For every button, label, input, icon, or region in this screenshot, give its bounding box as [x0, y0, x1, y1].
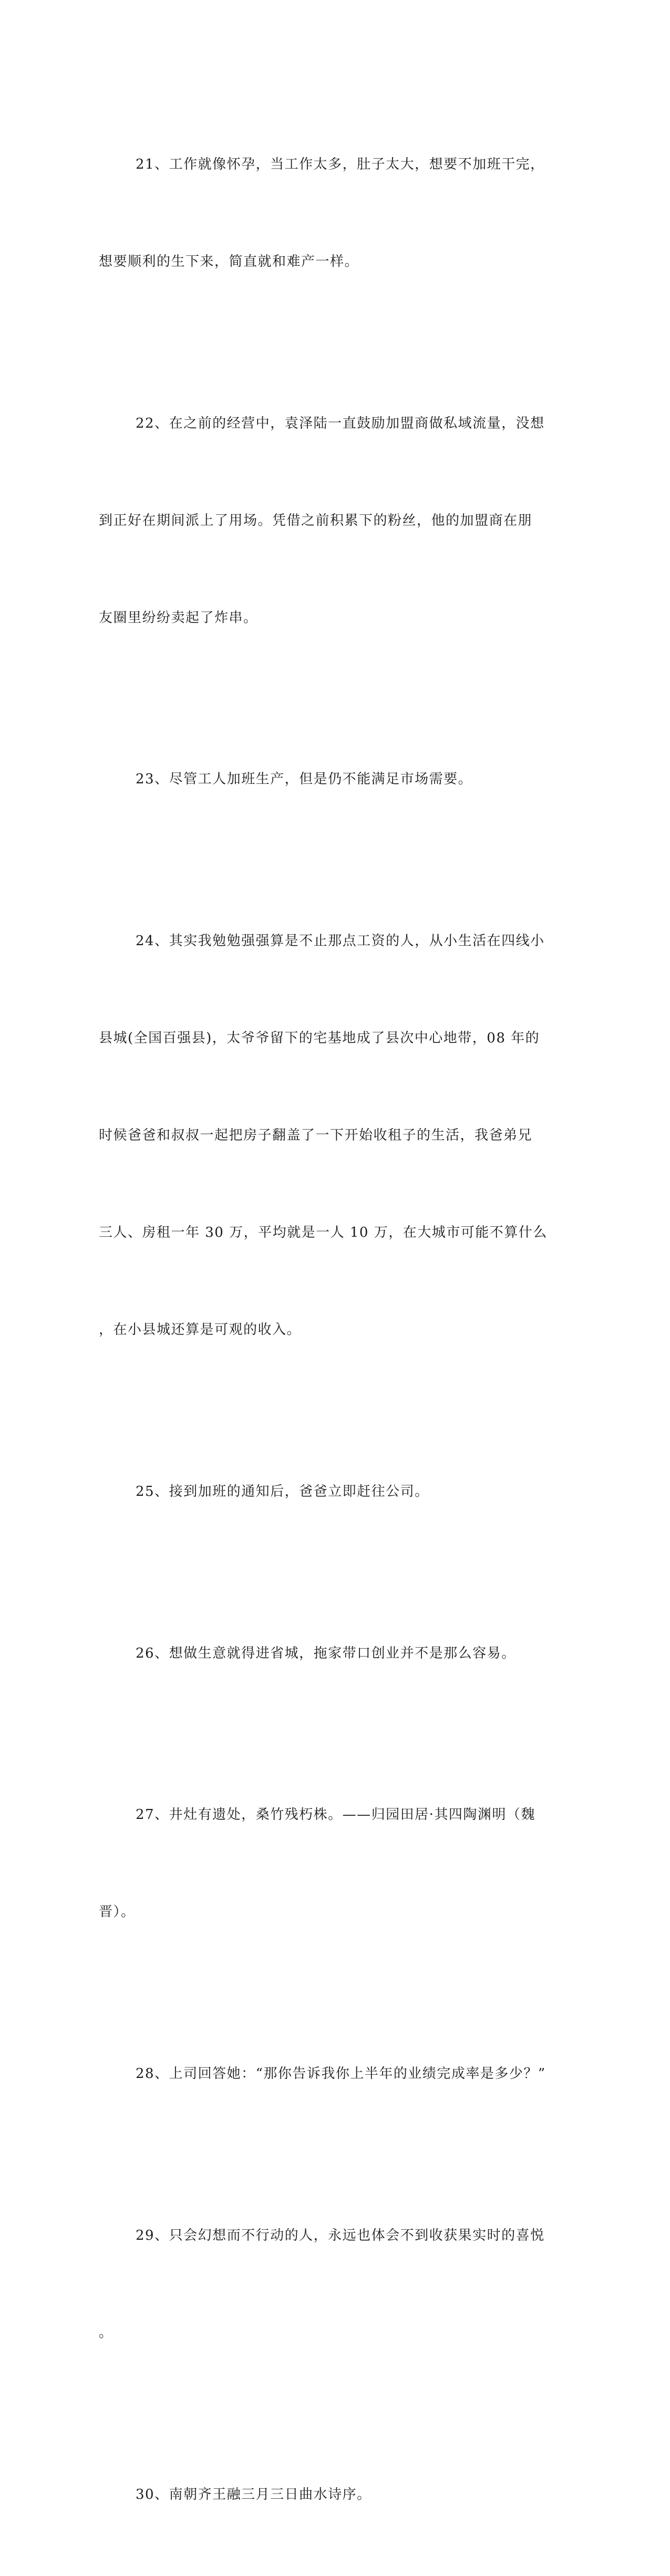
- paragraph-line: 27、井灶有遗处，桑竹残朽株。——归园田居·其四陶渊明（魏: [136, 1807, 535, 1823]
- paragraph-line: 30、南朝齐王融三月三日曲水诗序。: [136, 2486, 372, 2502]
- paragraph-line: ，在小县城还算是可观的收入。: [99, 1321, 302, 1338]
- paragraph-29: [99, 2155, 564, 2414]
- paragraph-line: 28、上司回答她：“那你告诉我你上半年的业绩完成率是多少？”: [136, 2066, 546, 2082]
- paragraph-27: [99, 1734, 564, 1993]
- paragraph-line: 26、想做生意就得进省城，拖家带口创业并不是那么容易。: [136, 1645, 516, 1661]
- paragraph-22: [99, 343, 564, 699]
- document-body: [99, 84, 564, 2576]
- paragraph-line: 。: [99, 2324, 114, 2341]
- paragraph-24: [99, 861, 564, 1411]
- paragraph-line: 21、工作就像怀孕，当工作太多，肚子太大，想要不加班干完，: [136, 157, 545, 173]
- paragraph-line: 想要顺利的生下来，简直就和难产一样。: [99, 253, 359, 270]
- paragraph-21: [99, 84, 564, 343]
- paragraph-line: 23、尽管工人加班生产，但是仍不能满足市场需要。: [136, 771, 473, 788]
- paragraph-line: 时候爸爸和叔叔一起把房子翻盖了一下开始收租子的生活，我爸弟兄: [99, 1127, 533, 1143]
- paragraph-line: 三人、房租一年 30 万，平均就是一人 10 万，在大城市可能不算什么: [99, 1224, 548, 1240]
- paragraph-28: [99, 1993, 564, 2155]
- paragraph-23: [99, 699, 564, 861]
- paragraph-25: [99, 1411, 564, 1573]
- paragraph-30: [99, 2414, 564, 2576]
- paragraph-line: 24、其实我勉勉强强算是不止那点工资的人，从小生活在四线小: [136, 933, 545, 949]
- paragraph-line: 晋）。: [99, 1904, 136, 1920]
- paragraph-line: 22、在之前的经营中，袁泽陆一直鼓励加盟商做私域流量，没想: [136, 415, 545, 431]
- paragraph-line: 29、只会幻想而不行动的人，永远也体会不到收获果实时的喜悦: [136, 2228, 545, 2244]
- paragraph-line: 到正好在期间派上了用场。凭借之前积累下的粉丝，他的加盟商在朋: [99, 512, 533, 529]
- paragraph-line: 25、接到加班的通知后，爸爸立即赶往公司。: [136, 1483, 429, 1499]
- paragraph-line: 友圈里纷纷卖起了炸串。: [99, 609, 258, 626]
- paragraph-26: [99, 1573, 564, 1734]
- paragraph-line: 县城(全国百强县)，太爷爷留下的宅基地成了县次中心地带，08 年的: [99, 1030, 540, 1047]
